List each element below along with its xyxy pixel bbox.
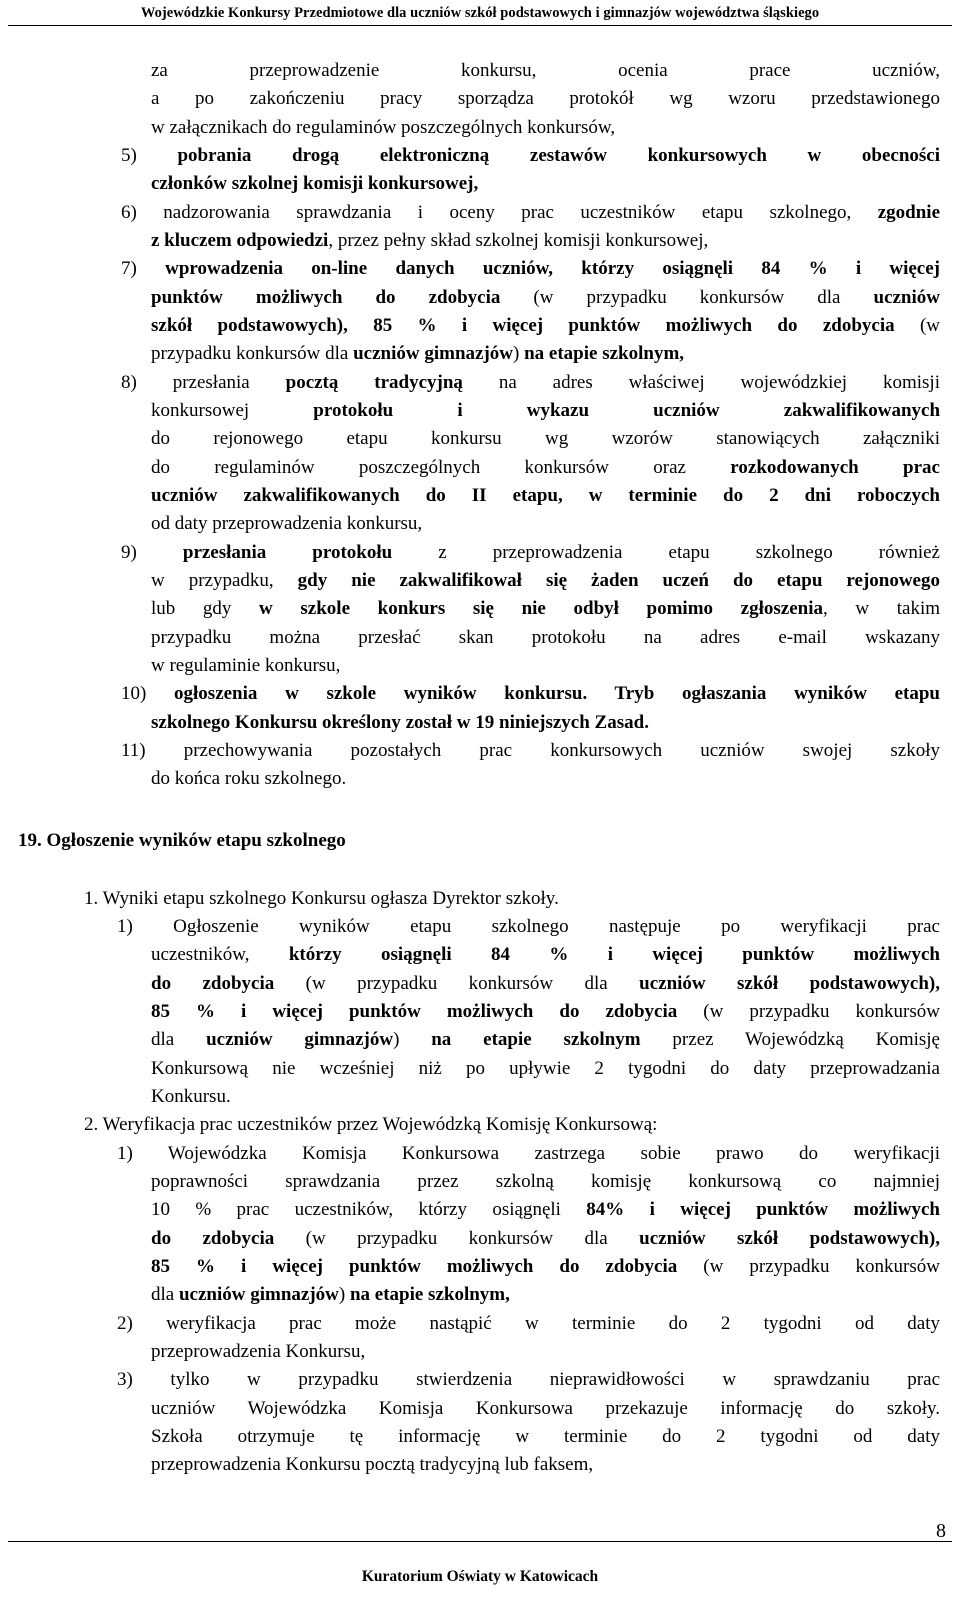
text-run: przez Wojewódzką Komisję: [640, 1029, 940, 1050]
text-run: w załącznikach do regulaminów poszczególnych konkursów,: [151, 117, 616, 138]
page-header: [0, 0, 960, 26]
text-line: [151, 1395, 940, 1423]
text-line: [151, 1026, 940, 1054]
text-run: (w przypadku konkursów dla: [274, 1228, 640, 1249]
text-run: 1) Wojewódzka Komisja Konkursowa zastrzega sobie prawo do weryfikacji: [117, 1143, 940, 1164]
bold-text: do zdobycia: [151, 1228, 275, 1249]
text-run: 9): [121, 542, 183, 563]
bold-text: uczniów: [873, 287, 940, 308]
header-divider: [8, 25, 952, 26]
bold-text: w szkole konkurs się nie odbył pomimo zgłoszenia: [259, 598, 823, 619]
text-line: [121, 255, 940, 283]
text-run: Konkursową nie wcześniej niż po upływie 2 tygodni do daty przeprowadzania: [151, 1058, 940, 1079]
text-run: 1) Ogłoszenie wyników etapu szkolnego następuje po weryfikacji prac: [117, 916, 940, 937]
bold-text: szkolnego Konkursu określony został w 19 niniejszych Zasad.: [151, 712, 649, 733]
text-run: przeprowadzenia Konkursu pocztą tradycyjną lub faksem,: [151, 1454, 594, 1475]
bold-text: protokołu i wykazu uczniów zakwalifikowanych: [313, 400, 940, 421]
header-title: Wojewódzkie Konkursy Przedmiotowe dla uczniów szkół podstawowych i gimnazjów województwa śląskiego: [140, 5, 820, 21]
text-line: [151, 312, 940, 340]
text-run: Konkursu.: [151, 1086, 231, 1107]
text-run: przypadku konkursów dla: [151, 343, 354, 364]
bold-text: wprowadzenia on-line danych uczniów, którzy osiągnęli 84 % i więcej: [165, 258, 940, 279]
text-line: [151, 1451, 593, 1479]
footer-institution: Kuratorium Oświaty w Katowicach: [361, 1568, 599, 1585]
text-line: [117, 1310, 940, 1338]
bold-text: pobrania drogą elektroniczną zestawów konkursowych w obecności: [177, 145, 940, 166]
text-run: z przeprowadzenia etapu szkolnego również: [392, 542, 940, 563]
text-run: od daty przeprowadzenia konkursu,: [151, 513, 423, 534]
text-run: przeprowadzenia Konkursu,: [151, 1341, 366, 1362]
bold-text: ogłoszenia w szkole wyników konkursu. Tryb ogłaszania wyników etapu: [174, 683, 940, 704]
text-line: [151, 114, 615, 142]
bold-text: na etapie szkolnym: [431, 1029, 641, 1050]
bold-text: szkół podstawowych), 85 % i więcej punktów możliwych do zdobycia: [151, 315, 895, 336]
text-run: a po zakończeniu pracy sporządza protokół wg wzoru przedstawionego: [151, 88, 940, 109]
text-run: uczniów Wojewódzka Komisja Konkursowa przekazuje informację do szkoły.: [151, 1398, 940, 1419]
text-run: 1. Wyniki etapu szkolnego Konkursu ogłasza Dyrektor szkoły.: [84, 888, 559, 909]
text-run: ): [338, 1284, 350, 1305]
text-run: ): [513, 343, 525, 364]
text-run: dla: [151, 1284, 179, 1305]
bold-text: którzy osiągnęli 84 % i więcej punktów możliwych: [288, 944, 940, 965]
footer-divider: [8, 1541, 952, 1542]
text-line: [151, 1281, 510, 1309]
text-line: [84, 885, 559, 913]
bold-text: 85 % i więcej punktów możliwych do zdobycia: [151, 1001, 678, 1022]
text-run: 2. Weryfikacja prac uczestników przez Wojewódzką Komisję Konkursową:: [84, 1114, 658, 1135]
text-run: 2) weryfikacja prac może nastąpić w terminie do 2 tygodni od daty: [117, 1313, 940, 1334]
text-line: [151, 1338, 365, 1366]
text-run: uczestników,: [151, 944, 289, 965]
text-run: konkursowej: [151, 400, 314, 421]
text-run: poprawności sprawdzania przez szkolną komisję konkursową co najmniej: [151, 1171, 940, 1192]
text-run: (w przypadku konkursów: [677, 1256, 940, 1277]
text-run: za przeprowadzenie konkursu, ocenia prace uczniów,: [151, 60, 940, 81]
text-run: lub gdy: [151, 598, 260, 619]
bold-text: gdy nie zakwalifikował się żaden uczeń do etapu rejonowego: [297, 570, 940, 591]
bold-text: punktów możliwych do zdobycia: [151, 287, 501, 308]
text-run: , w takim: [823, 598, 940, 619]
text-run: do rejonowego etapu konkursu wg wzorów stanowiących załączniki: [151, 428, 940, 449]
text-line: [151, 1168, 940, 1196]
bold-text: na etapie szkolnym,: [524, 343, 685, 364]
bold-text: członków szkolnej komisji konkursowej,: [151, 173, 479, 194]
text-run: na adres właściwej wojewódzkiej komisji: [462, 372, 940, 393]
bold-text: na etapie szkolnym,: [349, 1284, 510, 1305]
text-line: [151, 170, 478, 198]
text-run: 8) przesłania: [121, 372, 286, 393]
text-run: (w: [894, 315, 940, 336]
text-line: [151, 397, 940, 425]
text-run: 10): [121, 683, 175, 704]
text-line: [151, 567, 940, 595]
text-run: przypadku można przesłać skan protokołu na adres e-mail wskazany: [151, 627, 940, 648]
text-line: [151, 1423, 940, 1451]
bold-text: uczniów zakwalifikowanych do II etapu, w terminie do 2 dni roboczych: [151, 485, 940, 506]
text-line: [151, 1225, 940, 1253]
text-line: [151, 85, 940, 113]
text-line: [121, 680, 940, 708]
bold-text: 19. Ogłoszenie wyników etapu szkolnego: [18, 830, 346, 851]
text-line: [121, 142, 940, 170]
text-line: [151, 1055, 940, 1083]
text-line: [151, 510, 422, 538]
text-line: [121, 737, 940, 765]
text-run: 11) przechowywania pozostałych prac konkursowych uczniów swojej szkoły: [121, 740, 940, 761]
text-line: [151, 998, 940, 1026]
text-run: (w przypadku konkursów dla: [274, 973, 640, 994]
text-run: do końca roku szkolnego.: [151, 768, 347, 789]
bold-text: 85 % i więcej punktów możliwych do zdobycia: [151, 1256, 678, 1277]
text-run: ): [393, 1029, 432, 1050]
bold-text: rozkodowanych prac: [730, 457, 940, 478]
text-line: [151, 941, 940, 969]
bold-text: przesłania protokołu: [182, 542, 393, 563]
text-line: [151, 624, 940, 652]
bold-text: pocztą tradycyjną: [285, 372, 463, 393]
text-run: 6) nadzorowania sprawdzania i oceny prac uczestników etapu szkolnego,: [121, 202, 878, 223]
text-run: w przypadku,: [151, 570, 298, 591]
bold-text: z kluczem odpowiedzi: [151, 230, 329, 251]
text-line: [151, 57, 940, 85]
bold-text: uczniów gimnazjów: [353, 343, 514, 364]
text-line: [117, 1366, 940, 1394]
text-line: [151, 595, 940, 623]
text-line: [121, 539, 940, 567]
bold-text: uczniów szkół podstawowych),: [639, 973, 940, 994]
text-run: 10 % prac uczestników, którzy osiągnęli: [151, 1199, 587, 1220]
bold-text: zgodnie: [877, 202, 940, 223]
bold-text: uczniów gimnazjów: [206, 1029, 394, 1050]
text-line: [151, 340, 684, 368]
text-line: [151, 709, 649, 737]
text-line: [151, 482, 940, 510]
text-line: [117, 913, 940, 941]
text-line: [151, 970, 940, 998]
text-line: [84, 1111, 657, 1139]
text-line: [151, 1196, 940, 1224]
text-run: , przez pełny skład szkolnej komisji konkursowej,: [328, 230, 709, 251]
bold-text: uczniów szkół podstawowych),: [639, 1228, 940, 1249]
text-run: do regulaminów poszczególnych konkursów oraz: [151, 457, 731, 478]
text-run: dla: [151, 1029, 207, 1050]
text-line: [151, 284, 940, 312]
text-line: [121, 199, 940, 227]
bold-text: 84% i więcej punktów możliwych: [586, 1199, 940, 1220]
text-run: (w przypadku konkursów dla: [500, 287, 874, 308]
text-run: (w przypadku konkursów: [677, 1001, 940, 1022]
text-run: Szkoła otrzymuje tę informację w terminie do 2 tygodni od daty: [151, 1426, 940, 1447]
text-run: 7): [121, 258, 166, 279]
text-run: 5): [121, 145, 178, 166]
text-run: w regulaminie konkursu,: [151, 655, 341, 676]
text-line: [151, 765, 346, 793]
text-line: [121, 369, 940, 397]
text-line: [151, 652, 340, 680]
text-line: [151, 425, 940, 453]
section-heading: [18, 827, 346, 855]
text-line: [151, 227, 708, 255]
text-run: 3) tylko w przypadku stwierdzenia nieprawidłowości w sprawdzaniu prac: [117, 1369, 940, 1390]
bold-text: do zdobycia: [151, 973, 275, 994]
bold-text: uczniów gimnazjów: [178, 1284, 339, 1305]
text-line: [151, 1253, 940, 1281]
page-number: 8: [936, 1520, 946, 1542]
text-line: [151, 454, 940, 482]
text-line: [117, 1140, 940, 1168]
text-line: [151, 1083, 231, 1111]
